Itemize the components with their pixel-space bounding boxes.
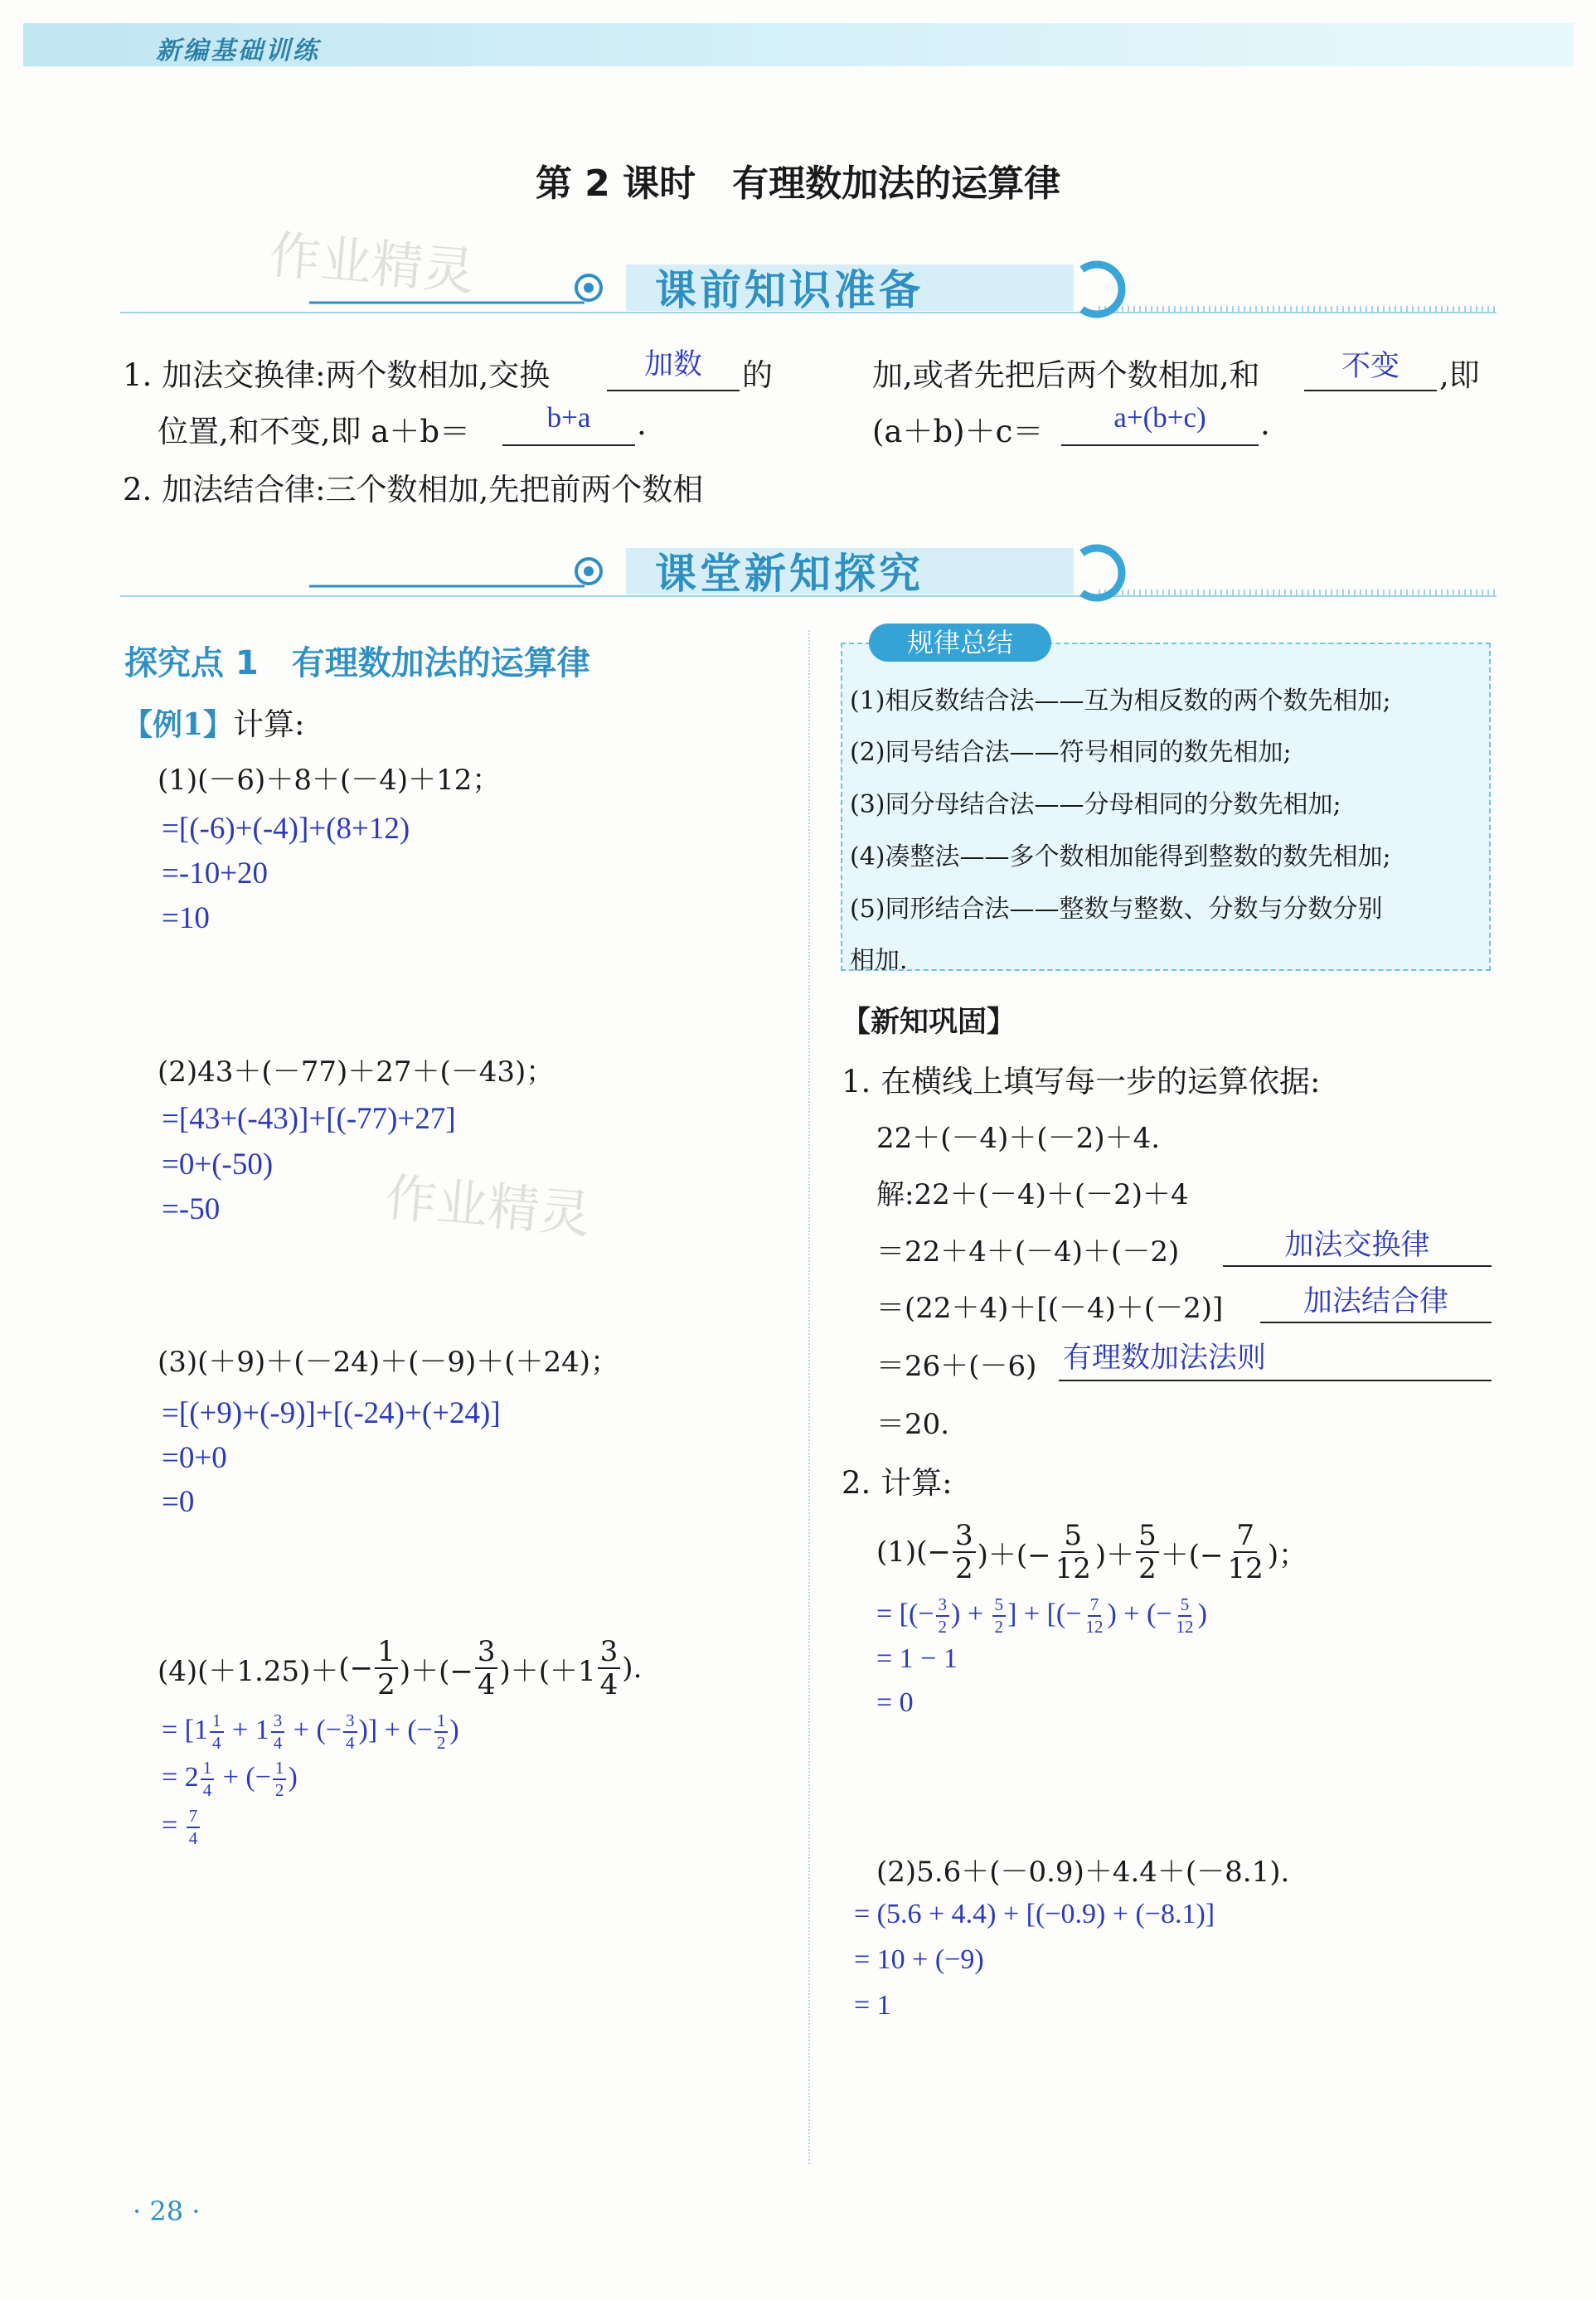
watermark: 作业精灵 <box>266 224 478 303</box>
section-title-pre-class: 课前知识准备 <box>655 266 924 314</box>
p3-step-3: =0 <box>162 1485 195 1519</box>
q1-answer-2: 加法结合律 <box>1303 1285 1448 1317</box>
blank-line <box>1223 1265 1492 1267</box>
practice-heading: 【新知巩固】 <box>842 1005 1016 1039</box>
page-number: · 28 · <box>133 2196 201 2227</box>
q2-problem-1: (1) (− $\frac{3}{2}$ )＋(− $\frac{5}{12}$ )＋ $\frac{5}{2}$ ＋(− $\frac{7}{12}$ )； <box>876 1519 1307 1585</box>
q2-p2-step-1: = (5.6 + 4.4) + [(−0.9) + (−8.1)] <box>854 1899 1215 1929</box>
summary-line: (5)同形结合法——整数与整数、分数与分数分别 <box>850 895 1383 924</box>
summary-line: (2)同号结合法——符号相同的数先相加; <box>850 738 1292 767</box>
q2-p2-step-2: = 10 + (−9) <box>854 1944 984 1975</box>
pre-item2-e: . <box>1260 406 1270 442</box>
blank-line <box>1059 1380 1492 1381</box>
pre-item1-d: . <box>637 406 647 442</box>
section-title-in-class: 课堂新知探究 <box>655 550 924 598</box>
summary-line: 相加. <box>850 946 908 975</box>
blank-line <box>607 390 740 391</box>
q2-title: 2. 计算: <box>842 1465 953 1501</box>
p2-step-1: =[43+(-43)]+[(-77)+27] <box>162 1102 456 1136</box>
q1-expression: 22＋(－4)＋(－2)＋4. <box>876 1122 1161 1155</box>
summary-line: (4)凑整法——多个数相加能得到整数的数先相加; <box>850 842 1391 871</box>
q1-title: 1. 在横线上填写每一步的运算依据: <box>842 1064 1321 1099</box>
p4-step-1: = [1 $\frac{1}{4}$ + 1 $\frac{3}{4}$ + (− $\frac{3}{4}$ )] + (− $\frac{1}{2}$ ) <box>162 1710 459 1754</box>
pre-item2-a: 2. 加法结合律:三个数相加,先把前两个数相 <box>123 472 704 507</box>
example-text: 计算: <box>233 706 305 742</box>
p4-step-3: = $\frac{7}{4}$ <box>162 1807 201 1847</box>
problem-3: (3)(＋9)＋(－24)＋(－9)＋(＋24)； <box>158 1346 619 1379</box>
problem-2: (2)43＋(－77)＋27＋(－43)； <box>158 1055 555 1089</box>
book-title: 新编基础训练 <box>156 36 320 66</box>
q1-answer-3: 有理数加法法则 <box>1063 1342 1267 1374</box>
p4-step-2: = 2 $\frac{1}{4}$ + (− $\frac{1}{2}$ ) <box>162 1758 298 1801</box>
p1-step-2: =-10+20 <box>162 856 269 890</box>
pre-item1-c: 位置,和不变,即 a＋b＝ <box>158 414 471 449</box>
pre-item2-c: ,即 <box>1439 357 1480 393</box>
answer-3: 不变 <box>1341 350 1400 382</box>
problem-4: (4)(＋1.25)＋ (− $\frac{1}{2}$ )＋(− $\frac{3}{4}$ )＋(＋1 $\frac{3}{4}$ ) . <box>158 1635 643 1701</box>
blank-line <box>1260 1322 1492 1323</box>
q2-problem-2: (2)5.6＋(－0.9)＋4.4＋(－8.1). <box>876 1856 1290 1889</box>
pre-item1-a: 1. 加法交换律:两个数相加,交换 <box>123 357 551 393</box>
example-label: 【例1】 <box>123 707 234 742</box>
blank-line <box>1304 390 1437 391</box>
q1-answer-1: 加法交换律 <box>1284 1229 1430 1261</box>
blank-line <box>502 444 635 446</box>
column-divider <box>808 630 810 2164</box>
pre-item2-d: (a＋b)＋c＝ <box>872 414 1044 449</box>
q2-p1-step-3: = 0 <box>876 1687 914 1718</box>
q1-line-3: ＝26＋(－6) <box>876 1350 1037 1383</box>
pre-item1-b: 的 <box>742 357 773 393</box>
answer-1: 加数 <box>643 348 702 381</box>
p1-step-3: =10 <box>162 901 210 935</box>
pre-item2-b: 加,或者先把后两个数相加,和 <box>872 357 1260 393</box>
p2-step-2: =0+(-50) <box>162 1148 274 1182</box>
rule-summary-badge: 规律总结 <box>869 624 1051 662</box>
q1-solution: 解:22＋(－4)＋(－2)＋4 <box>876 1178 1189 1211</box>
p3-step-1: =[(+9)+(-9)]+[(-24)+(+24)] <box>162 1396 501 1430</box>
answer-4: a+(b+c) <box>1113 401 1206 434</box>
q1-line-1: ＝22＋4＋(－4)＋(－2) <box>876 1235 1180 1269</box>
problem-1: (1)(－6)＋8＋(－4)＋12； <box>158 764 501 797</box>
lesson-title: 第 2 课时 有理数加法的运算律 <box>535 163 1061 205</box>
blank-line <box>1061 444 1259 446</box>
example-1 <box>123 699 305 744</box>
q2-p1-step-1: = [(− $\frac{3}{2}$ ) + $\frac{5}{2}$ ] + [(− $\frac{7}{12}$ ) + (− $\frac{5}{12}$ ) <box>876 1594 1207 1638</box>
summary-line: (3)同分母结合法——分母相同的分数先相加; <box>850 790 1341 819</box>
explore-heading: 探究点 1 有理数加法的运算律 <box>124 644 590 682</box>
q2-p1-step-2: = 1 − 1 <box>876 1643 958 1674</box>
answer-2: b+a <box>546 401 591 434</box>
watermark: 作业精灵 <box>382 1167 594 1245</box>
q1-line-2: ＝(22＋4)＋[(－4)＋(－2)] <box>876 1292 1224 1325</box>
p1-step-1: =[(-6)+(-4)]+(8+12) <box>162 812 410 846</box>
p3-step-2: =0+0 <box>162 1441 227 1475</box>
summary-line: (1)相反数结合法——互为相反数的两个数先相加; <box>850 687 1391 716</box>
p2-step-3: =-50 <box>162 1192 221 1226</box>
q2-p2-step-3: = 1 <box>854 1990 891 2021</box>
q1-line-4: ＝20. <box>876 1408 950 1441</box>
